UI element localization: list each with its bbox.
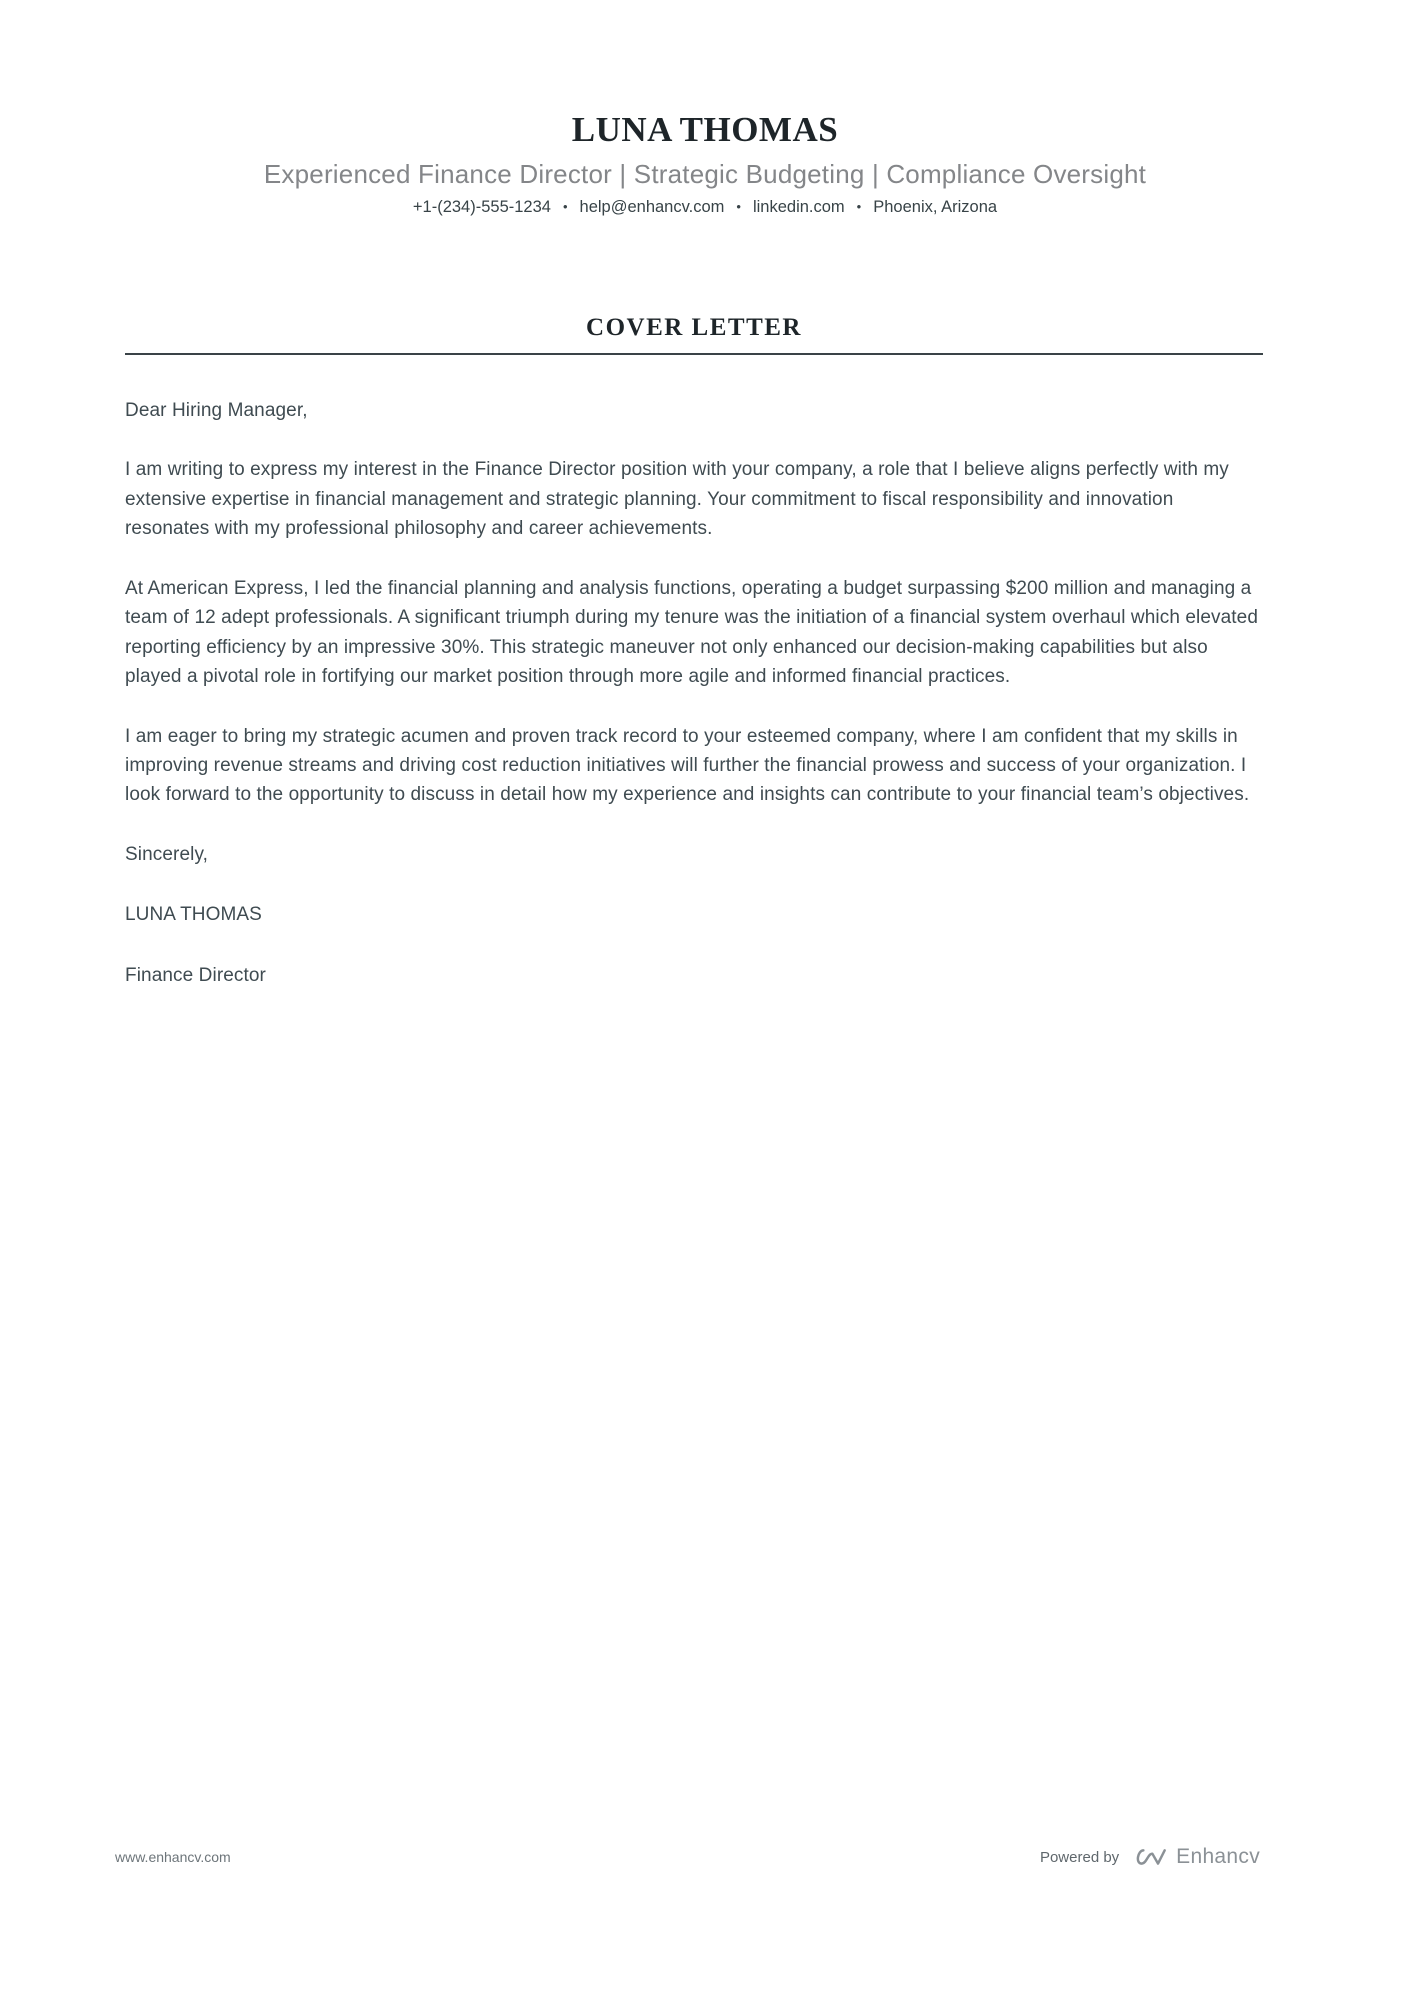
contact-location: Phoenix, Arizona <box>873 198 998 216</box>
section-header <box>125 314 1263 355</box>
contact-linkedin: linkedin.com <box>752 198 845 216</box>
enhancv-website-link[interactable]: www.enhancv.com <box>115 1849 231 1865</box>
enhancv-brand-link[interactable] <box>1133 1845 1260 1869</box>
document-footer <box>115 1845 1260 1869</box>
letter-paragraph: I am writing to express my interest in the Finance Director position with your company, a role that I believe aligns perfectly with my extensive expertise in financial management and strategic planning. Your commitment to fiscal responsibility and innovation resonates with my professional philosophy and career achievements. <box>125 459 1229 540</box>
salutation: Dear Hiring Manager, <box>125 400 308 421</box>
document-header <box>0 110 1410 217</box>
powered-by-label: Powered by <box>1039 1848 1120 1866</box>
contact-phone: +1-(234)-555-1234 <box>412 198 551 216</box>
bullet-separator: • <box>856 199 862 214</box>
section-divider <box>125 353 1263 355</box>
letter-paragraph: I am eager to bring my strategic acumen and proven track record to your esteemed company, where I am confident that my skills in improving revenue streams and driving cost reduction initiatives will further the financial prowess and success of your organization. I look forward to the opportunity to discuss in detail how my experience and insights can contribute to your financial team’s objectives. <box>125 725 1250 806</box>
enhancv-brand-name: Enhancv <box>1176 1845 1260 1868</box>
contact-email: help@enhancv.com <box>579 198 725 216</box>
candidate-headline: Experienced Finance Director | Strategic Budgeting | Compliance Oversight <box>263 159 1147 189</box>
letter-content <box>125 314 1263 990</box>
enhancv-logo-icon <box>1133 1846 1167 1868</box>
candidate-name: LUNA THOMAS <box>571 110 839 149</box>
signature-name: LUNA THOMAS <box>125 904 262 926</box>
closing: Sincerely, <box>125 843 209 865</box>
powered-by-lockup <box>1040 1845 1260 1869</box>
section-title: COVER LETTER <box>586 314 802 341</box>
bullet-separator: • <box>562 199 568 214</box>
bullet-separator: • <box>736 199 741 214</box>
letter-body <box>125 396 1263 990</box>
letter-paragraph: At American Express, I led the financial planning and analysis functions, operating a budget surpassing $200 million and managing a team of 12 adept professionals. A significant triumph during my tenure was the initiation of a financial system overhaul which elevated reporting efficiency by an impressive 30%. This strategic maneuver not only enhanced our decision-making capabilities but also played a pivotal role in fortifying our market position through more agile and informed financial practices. <box>125 577 1259 688</box>
contact-bar <box>0 198 1410 217</box>
signature-title: Finance Director <box>125 964 266 986</box>
